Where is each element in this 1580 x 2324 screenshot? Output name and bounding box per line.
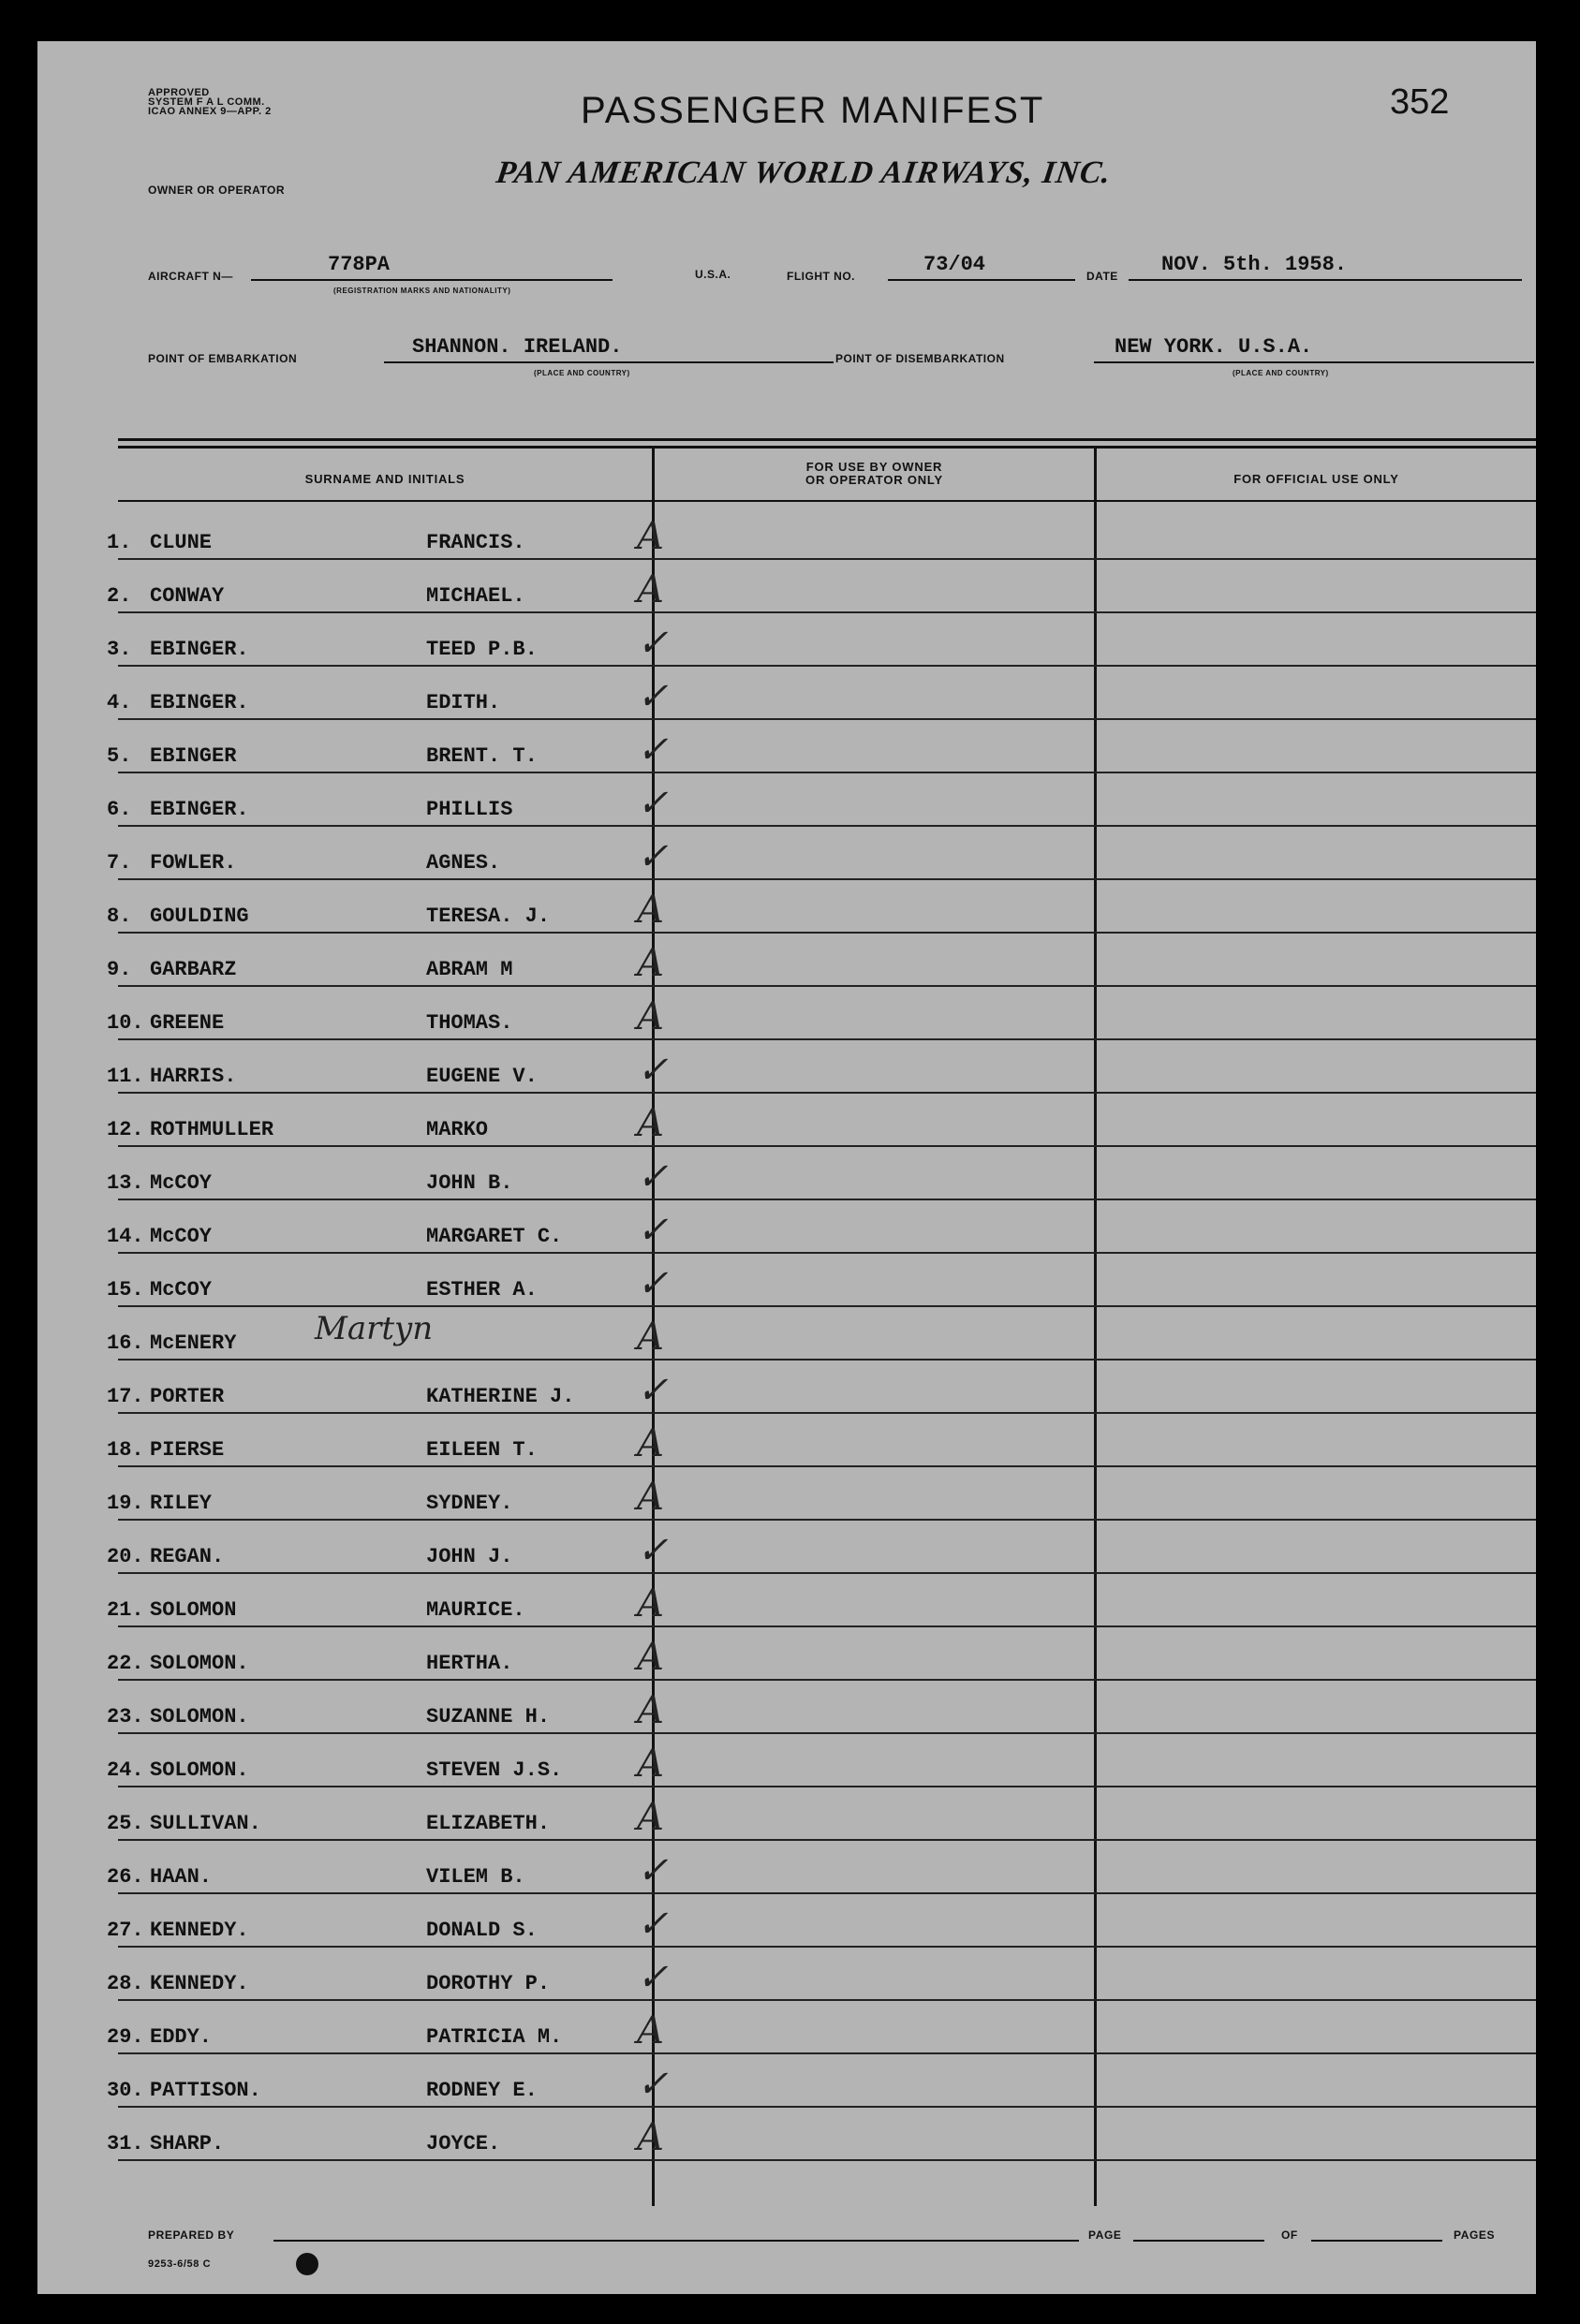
row-number: 17. [107, 1385, 144, 1408]
of-label: OF [1281, 2228, 1298, 2242]
passenger-given-name: TERESA. J. [426, 905, 551, 928]
flight-underline [888, 279, 1075, 281]
row-number: 31. [107, 2132, 144, 2155]
handwritten-check-mark: A [637, 1102, 664, 1145]
form-number: 9253-6/58 C [148, 2258, 212, 2270]
row-number: 2. [107, 584, 132, 608]
prepared-label: PREPARED BY [148, 2228, 235, 2242]
header-bottom-rule [118, 500, 1536, 502]
approval-line: APPROVED [148, 87, 210, 98]
table-row [37, 880, 1536, 934]
handwritten-check-mark: ✓ [637, 1903, 669, 1946]
passenger-surname: EBINGER. [150, 798, 249, 821]
passenger-given-name: KATHERINE J. [426, 1385, 575, 1408]
embark-sublabel: (PLACE AND COUNTRY) [534, 369, 630, 377]
page-underline [1133, 2240, 1264, 2242]
passenger-given-name: STEVEN J.S. [426, 1758, 563, 1782]
passenger-surname: KENNEDY. [150, 1972, 249, 1995]
passenger-surname: SOLOMON [150, 1598, 237, 1622]
row-number: 15. [107, 1278, 144, 1302]
table-top-rule-2 [118, 446, 1536, 449]
row-number: 3. [107, 638, 132, 661]
passenger-given-name: EUGENE V. [426, 1065, 538, 1088]
table-row [37, 1414, 1536, 1467]
passenger-surname: McCOY [150, 1171, 213, 1195]
passenger-surname: EBINGER [150, 744, 237, 768]
handwritten-check-mark: ✓ [637, 1049, 669, 1092]
disembark-sublabel: (PLACE AND COUNTRY) [1233, 369, 1329, 377]
table-row [37, 987, 1536, 1040]
passenger-surname: McCOY [150, 1278, 213, 1302]
column-header-names: SURNAME AND INITIALS [304, 472, 465, 486]
row-number: 6. [107, 798, 132, 821]
approval-line: SYSTEM F A L COMM. [148, 96, 265, 108]
handwritten-check-mark: ✓ [637, 1529, 669, 1572]
row-rule [118, 2159, 1536, 2161]
row-number: 29. [107, 2025, 144, 2049]
table-row [37, 1627, 1536, 1681]
passenger-given-name: DONALD S. [426, 1919, 538, 1942]
page-number: 352 [1390, 82, 1450, 122]
date-label: DATE [1086, 270, 1118, 283]
handwritten-check-mark: ✓ [637, 1956, 669, 1999]
row-number: 23. [107, 1705, 144, 1728]
table-row [37, 1467, 1536, 1521]
handwritten-check-mark: ✓ [637, 1155, 669, 1199]
disembark-label: POINT OF DISEMBARKATION [835, 352, 1005, 365]
handwritten-annotation: Martyn [315, 1310, 434, 1347]
pages-label: PAGES [1454, 2228, 1496, 2242]
table-row [37, 2108, 1536, 2161]
passenger-surname: PORTER [150, 1385, 225, 1408]
passenger-given-name: JOHN B. [426, 1171, 513, 1195]
passenger-given-name: EDITH. [426, 691, 501, 714]
row-number: 14. [107, 1225, 144, 1248]
passenger-surname: REGAN. [150, 1545, 225, 1568]
passenger-given-name: TEED P.B. [426, 638, 538, 661]
column-header-official-use: FOR OFFICIAL USE ONLY [1233, 472, 1399, 486]
passenger-given-name: ELIZABETH. [426, 1812, 551, 1835]
flight-label: FLIGHT NO. [787, 270, 855, 283]
row-number: 1. [107, 531, 132, 554]
passenger-surname: SOLOMON. [150, 1758, 249, 1782]
table-row [37, 1200, 1536, 1254]
row-number: 27. [107, 1919, 144, 1942]
aircraft-underline [251, 279, 613, 281]
row-number: 13. [107, 1171, 144, 1195]
handwritten-check-mark: A [637, 1636, 664, 1679]
handwritten-check-mark: ✓ [637, 835, 669, 878]
approval-block [148, 88, 272, 116]
owner-label: OWNER OR OPERATOR [148, 184, 286, 197]
row-number: 16. [107, 1331, 144, 1355]
passenger-surname: GREENE [150, 1011, 225, 1035]
handwritten-check-mark: ✓ [637, 622, 669, 665]
handwritten-check-mark: ✓ [637, 675, 669, 718]
passenger-surname: HAAN. [150, 1865, 213, 1889]
table-row [37, 507, 1536, 560]
table-row [37, 1787, 1536, 1841]
passenger-given-name: JOHN J. [426, 1545, 513, 1568]
table-row [37, 1147, 1536, 1200]
handwritten-check-mark: A [637, 1743, 664, 1786]
disembark-value: NEW YORK. U.S.A. [1115, 335, 1313, 359]
row-number: 28. [107, 1972, 144, 1995]
table-row [37, 1254, 1536, 1307]
table-row [37, 1894, 1536, 1948]
date-underline [1129, 279, 1522, 281]
handwritten-check-mark: A [637, 2116, 664, 2159]
passenger-surname: EBINGER. [150, 691, 249, 714]
handwritten-check-mark: ✓ [637, 1369, 669, 1412]
handwritten-check-mark: A [637, 1689, 664, 1732]
passenger-given-name: VILEM B. [426, 1865, 525, 1889]
row-number: 10. [107, 1011, 144, 1035]
flight-value: 73/04 [923, 253, 986, 276]
column-header-owner-use: FOR USE BY OWNER OR OPERATOR ONLY [805, 460, 943, 487]
table-row [37, 773, 1536, 827]
handwritten-check-mark: A [637, 1422, 664, 1465]
table-row [37, 613, 1536, 667]
table-row [37, 1734, 1536, 1787]
passenger-surname: CLUNE [150, 531, 213, 554]
aircraft-label: AIRCRAFT N— [148, 270, 233, 283]
embark-underline [384, 361, 834, 363]
row-number: 20. [107, 1545, 144, 1568]
passenger-surname: RILEY [150, 1492, 213, 1515]
handwritten-check-mark: A [637, 1316, 664, 1359]
handwritten-check-mark: ✓ [637, 1849, 669, 1892]
table-row [37, 560, 1536, 613]
row-number: 5. [107, 744, 132, 768]
passenger-given-name: MARGARET C. [426, 1225, 563, 1248]
passenger-surname: KENNEDY. [150, 1919, 249, 1942]
row-number: 30. [107, 2079, 144, 2102]
row-number: 22. [107, 1652, 144, 1675]
row-number: 19. [107, 1492, 144, 1515]
embark-label: POINT OF EMBARKATION [148, 352, 298, 365]
row-number: 21. [107, 1598, 144, 1622]
aircraft-sublabel: (REGISTRATION MARKS AND NATIONALITY) [333, 287, 511, 295]
handwritten-check-mark: A [637, 889, 664, 932]
table-row [37, 2054, 1536, 2108]
table-row [37, 720, 1536, 773]
passenger-surname: SOLOMON. [150, 1652, 249, 1675]
table-row [37, 1307, 1536, 1361]
handwritten-check-mark: A [637, 515, 664, 558]
page-title: PASSENGER MANIFEST [581, 90, 1045, 131]
table-row [37, 1361, 1536, 1414]
passenger-given-name: BRENT. T. [426, 744, 538, 768]
handwritten-check-mark: A [637, 568, 664, 611]
owner-value: PAN AMERICAN WORLD AIRWAYS, INC. [494, 155, 1114, 190]
passenger-given-name: FRANCIS. [426, 531, 525, 554]
row-number: 11. [107, 1065, 144, 1088]
table-top-rule [118, 438, 1536, 441]
passenger-given-name: SYDNEY. [426, 1492, 513, 1515]
passenger-surname: McCOY [150, 1225, 213, 1248]
passenger-surname: McENERY [150, 1331, 237, 1355]
page-label: PAGE [1088, 2228, 1122, 2242]
handwritten-check-mark: A [637, 1796, 664, 1839]
passenger-given-name: RODNEY E. [426, 2079, 538, 2102]
row-number: 8. [107, 905, 132, 928]
passenger-given-name: HERTHA. [426, 1652, 513, 1675]
passenger-given-name: MAURICE. [426, 1598, 525, 1622]
table-row [37, 667, 1536, 720]
usa-label: U.S.A. [695, 268, 731, 281]
passenger-surname: ROTHMULLER [150, 1118, 274, 1141]
table-row [37, 2001, 1536, 2054]
passenger-surname: GARBARZ [150, 958, 237, 981]
passenger-surname: PATTISON. [150, 2079, 261, 2102]
passenger-given-name: ESTHER A. [426, 1278, 538, 1302]
handwritten-check-mark: A [637, 2009, 664, 2052]
passenger-given-name: DOROTHY P. [426, 1972, 551, 1995]
handwritten-check-mark: A [637, 995, 664, 1038]
row-number: 7. [107, 851, 132, 875]
row-number: 25. [107, 1812, 144, 1835]
approval-line: ICAO ANNEX 9—APP. 2 [148, 106, 272, 117]
passenger-given-name: PHILLIS [426, 798, 513, 821]
passenger-given-name: JOYCE. [426, 2132, 501, 2155]
table-row [37, 827, 1536, 880]
table-row [37, 1094, 1536, 1147]
handwritten-check-mark: A [637, 1582, 664, 1625]
row-number: 18. [107, 1438, 144, 1462]
handwritten-check-mark: ✓ [637, 2063, 669, 2106]
passenger-surname: SHARP. [150, 2132, 225, 2155]
passenger-given-name: ABRAM M [426, 958, 513, 981]
prepared-underline [273, 2240, 1079, 2242]
row-number: 9. [107, 958, 132, 981]
passenger-given-name: MICHAEL. [426, 584, 525, 608]
passenger-surname: EDDY. [150, 2025, 213, 2049]
union-bug-icon [296, 2253, 318, 2275]
passenger-surname: HARRIS. [150, 1065, 237, 1088]
handwritten-check-mark: ✓ [637, 782, 669, 825]
table-row [37, 1574, 1536, 1627]
table-row [37, 1841, 1536, 1894]
passenger-surname: SOLOMON. [150, 1705, 249, 1728]
of-underline [1311, 2240, 1442, 2242]
handwritten-check-mark: A [637, 942, 664, 985]
table-row [37, 1040, 1536, 1094]
passenger-surname: CONWAY [150, 584, 225, 608]
passenger-given-name: AGNES. [426, 851, 501, 875]
row-number: 12. [107, 1118, 144, 1141]
handwritten-check-mark: A [637, 1476, 664, 1519]
passenger-given-name: SUZANNE H. [426, 1705, 551, 1728]
handwritten-check-mark: ✓ [637, 728, 669, 772]
disembark-underline [1094, 361, 1534, 363]
passenger-surname: SULLIVAN. [150, 1812, 261, 1835]
passenger-given-name: THOMAS. [426, 1011, 513, 1035]
table-row [37, 1521, 1536, 1574]
table-row [37, 934, 1536, 987]
passenger-given-name: PATRICIA M. [426, 2025, 563, 2049]
passenger-surname: EBINGER. [150, 638, 249, 661]
passenger-surname: FOWLER. [150, 851, 237, 875]
embark-value: SHANNON. IRELAND. [412, 335, 623, 359]
passenger-surname: PIERSE [150, 1438, 225, 1462]
passenger-surname: GOULDING [150, 905, 249, 928]
handwritten-check-mark: ✓ [637, 1262, 669, 1305]
table-row [37, 1948, 1536, 2001]
table-row [37, 1681, 1536, 1734]
passenger-given-name: EILEEN T. [426, 1438, 538, 1462]
row-number: 4. [107, 691, 132, 714]
row-number: 26. [107, 1865, 144, 1889]
manifest-sheet [37, 41, 1536, 2294]
aircraft-value: 778PA [328, 253, 391, 276]
passenger-given-name: MARKO [426, 1118, 489, 1141]
row-number: 24. [107, 1758, 144, 1782]
date-value: NOV. 5th. 1958. [1161, 253, 1348, 276]
handwritten-check-mark: ✓ [637, 1209, 669, 1252]
